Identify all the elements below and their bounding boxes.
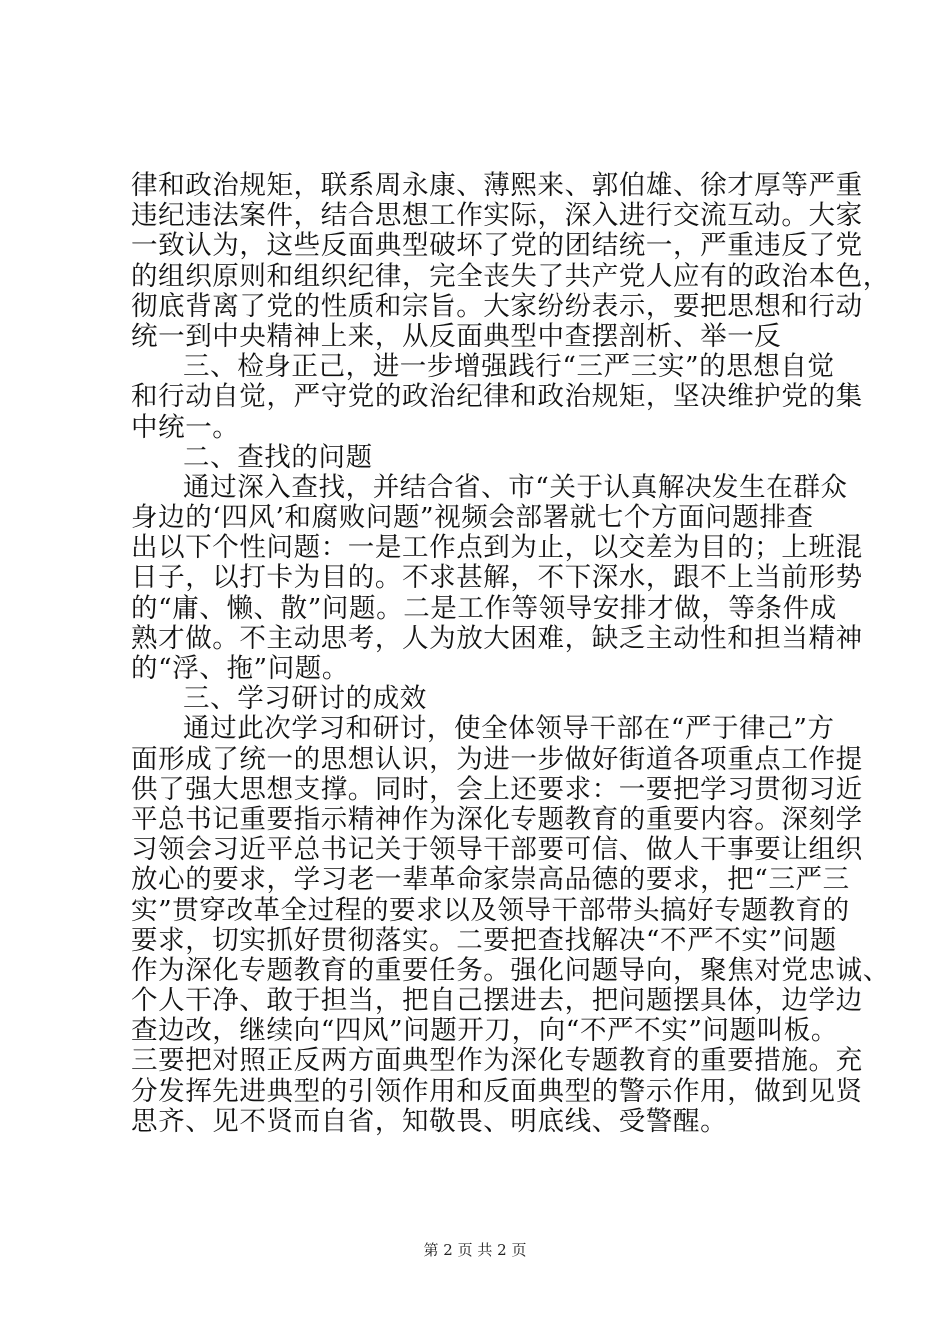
text-line: 律和政治规矩，联系周永康、薄熙来、郭伯雄、徐才厚等严重	[131, 170, 863, 201]
text-line: 实”贯穿改革全过程的要求以及领导干部带头搞好专题教育的	[131, 894, 850, 926]
text-line: 中统一。	[131, 411, 240, 443]
text-line: 三要把对照正反两方面典型作为深化专题教育的重要措施。充	[131, 1045, 863, 1077]
text-line: 彻底背离了党的性质和宗旨。大家纷纷表示，要把思想和行动	[131, 290, 863, 322]
text-line: 面形成了统一的思想认识，为进一步做好街道各项重点工作提	[131, 743, 863, 775]
text-line: 和行动自觉，严守党的政治纪律和政治规矩，坚决维护党的集	[131, 381, 863, 413]
text-line: 思齐、见不贤而自省，知敬畏、明底线、受警醒。	[131, 1105, 728, 1137]
document-body	[131, 170, 890, 1137]
text-line: 出以下个性问题：一是工作点到为止，以交差为目的；上班混	[131, 532, 863, 564]
text-line: 三、学习研讨的成效	[183, 683, 427, 715]
text-line: 习领会习近平总书记关于领导干部要可信、做人干事要让组织	[131, 834, 863, 866]
text-line: 熟才做。不主动思考，人为放大困难，缺乏主动性和担当精神	[131, 622, 863, 654]
text-line: 一致认为，这些反面典型破坏了党的团结统一，严重违反了党	[131, 230, 863, 262]
text-line: 个人干净、敢于担当，把自己摆进去，把问题摆具体，边学边	[131, 985, 863, 1017]
text-line: 作为深化专题教育的重要任务。强化问题导向，聚焦对党忠诚、	[131, 954, 890, 986]
text-line: 供了强大思想支撑。同时，会上还要求：一要把学习贯彻习近	[131, 773, 863, 805]
text-line: 要求，切实抓好贯彻落实。二要把查找解决“不严不实”问题	[131, 924, 837, 956]
text-line: 平总书记重要指示精神作为深化专题教育的重要内容。深刻学	[131, 803, 863, 835]
text-line: 三、检身正己，进一步增强践行“三严三实”的思想自觉	[183, 351, 835, 383]
text-line: 通过此次学习和研讨，使全体领导干部在“严于律己”方	[183, 713, 835, 745]
text-line: 的组织原则和组织纪律，完全丧失了共产党人应有的政治本色，	[131, 260, 890, 292]
text-line: 通过深入查找，并结合省、市“关于认真解决发生在群众	[183, 471, 848, 503]
text-line: 二、查找的问题	[183, 441, 373, 473]
text-line: 放心的要求，学习老一辈革命家崇高品德的要求，把“三严三	[131, 864, 850, 896]
text-line: 的“浮、拖”问题。	[131, 653, 349, 684]
text-line: 违纪违法案件，结合思想工作实际，深入进行交流互动。大家	[131, 200, 863, 232]
text-line: 日子，以打卡为目的。不求甚解，不下深水，跟不上当前形势	[131, 562, 863, 594]
text-line: 统一到中央精神上来，从反面典型中查摆剖析、举一反	[131, 320, 782, 352]
page-footer: 第 2 页 共 2 页	[423, 1241, 527, 1259]
text-line: 查边改，继续向“四风”问题开刀，向“不严不实”问题叫板。	[131, 1015, 838, 1047]
text-line: 身边的‘四风’和腐败问题”视频会部署就七个方面问题排查	[131, 502, 814, 534]
text-line: 的“庸、懒、散”问题。二是工作等领导安排才做，等条件成	[131, 592, 837, 624]
text-line: 分发挥先进典型的引领作用和反面典型的警示作用，做到见贤	[131, 1075, 863, 1107]
